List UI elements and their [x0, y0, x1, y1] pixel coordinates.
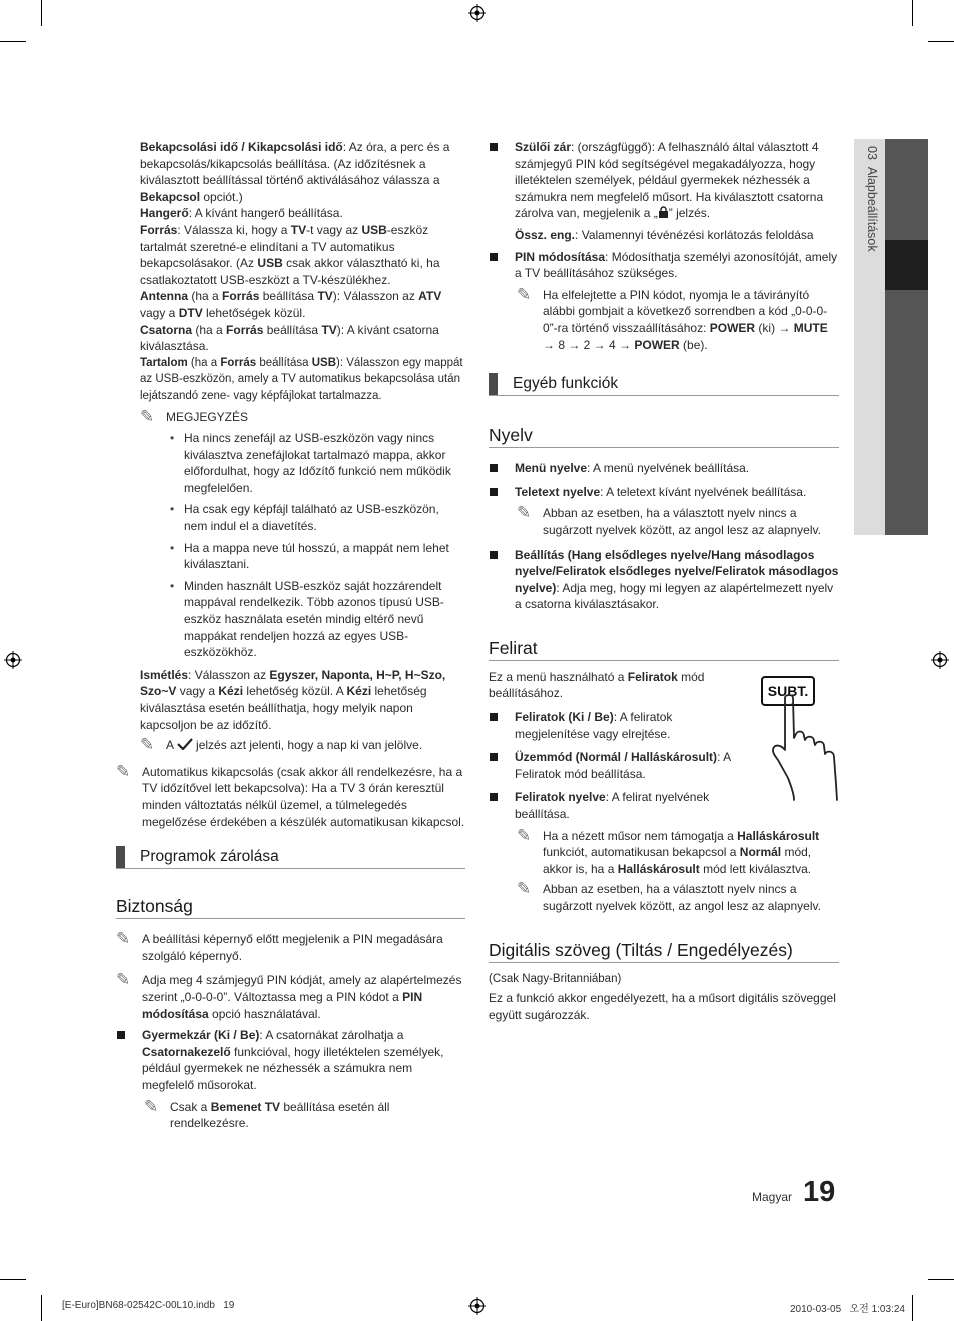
list-item: • Ha csak egy képfájl található az USB-eszközön, nem indul el a diavetítés.: [166, 501, 465, 534]
pencil-icon: ✎: [140, 735, 155, 756]
left-column: [116, 139, 465, 1136]
pencil-icon: ✎: [116, 970, 131, 991]
pencil-icon: ✎: [140, 406, 155, 427]
print-slug-file: [E-Euro]BN68-02542C-00L10.indb 19: [62, 1300, 235, 1311]
footer-language: Magyar: [752, 1190, 793, 1204]
list-item: Feliratok (Ki / Be): A feliratok megjelenítése vagy elrejtése.: [489, 709, 739, 742]
list-item: • Minden használt USB-eszköz saját hozzárendelt mappával rendelkezik. Több azonos típusú USB-eszköz használata esetén mindig eltérő nevű mappákat rendeljen hozzá az egyes USB-eszközökhöz.: [166, 578, 465, 661]
section-heading: Biztonság: [116, 895, 465, 919]
pencil-icon: ✎: [116, 761, 131, 782]
section-subheading: Egyéb funkciók: [489, 373, 839, 396]
repeat-text: Ismétlés: Válasszon az Egyszer, Naponta, H~P, H~Szo, Szo~V vagy a Kézi lehetőség közül. A Kézi lehetőség kiválasztása esetén beállíthatja, hogy melyik napon kapcsoljon be az időzítő.: [140, 667, 446, 732]
uk-only-text: (Csak Nagy-Britanniában): [489, 972, 622, 985]
timer-onoff-text: Bekapcsolási idő / Kikapcsolási idő: Az óra, a perc és a bekapcsolás/kikapcsolás beállítása. (Az időzítésnek a kiválasztott beállítással történő aktiválásához válassza a Bekapcsol opciót.): [140, 140, 450, 204]
list-item: Beállítás (Hang elsődleges nyelve/Hang másodlagos nyelve/Feliratok elsődleges nyelve/Feliratok másodlagos nyelve): Adja meg, hogy mi legyen az alapértelmezett nyelv a csatorna kiválasztásakor.: [489, 547, 839, 613]
list-item: • Ha a mappa neve túl hosszú, a mappát nem lehet kiválasztani.: [166, 540, 465, 573]
contents-text: Tartalom (ha a Forrás beállítása USB): Válasszon egy mappát az USB-eszközön, amely a TV automatikus bekapcsolása után lejátszandó zene- vagy képfájlokat tartalmazza.: [140, 356, 463, 402]
crop-mark: [928, 41, 954, 42]
crop-mark: [41, 0, 42, 26]
pencil-icon: ✎: [144, 1096, 159, 1117]
crop-mark: [0, 1279, 26, 1280]
list-item: Üzemmód (Normál / Halláskárosult): A Feliratok mód beállítása.: [489, 749, 739, 782]
print-slug-datetime: 2010-03-05 오전 1:03:24: [790, 1304, 905, 1315]
list-item: Gyermekzár (Ki / Be): A csatornákat zárolhatja a Csatornakezelő funkcióval, hogy illetéktelen személyek, például gyermekek ne nézhessék a számukra nem megfelelő műsorokat.: [116, 1027, 465, 1093]
note-bullet-list: [166, 430, 465, 661]
list-item: Teletext nyelve: A teletext kívánt nyelvének beállítása.: [489, 484, 839, 501]
crop-mark: [41, 1295, 42, 1321]
section-heading: Felirat: [489, 637, 839, 661]
chapter-tab-label: 03 Alapbeállítások: [865, 146, 879, 252]
registration-mark-icon: [4, 651, 22, 669]
chapter-tab-marker: [885, 240, 928, 290]
note-block: ✎ MEGJEGYZÉS: [140, 406, 249, 427]
subtitle-section-body: [489, 669, 739, 823]
note-block: ✎ A beállítási képernyő előtt megjelenik a PIN megadására szolgáló képernyő.: [116, 929, 443, 963]
checkmark-icon: [177, 738, 193, 750]
note-block: ✎ Automatikus kikapcsolás (csak akkor áll rendelkezésre, ha a TV időzítővel lett bekapcsolva): Ha a TV 3 órán keresztül minden változtatás nélkül üzemel, a túlmelegedés megelőzése érdekében a készülék automatikusan kikapcsol.: [116, 761, 465, 829]
source-text: Forrás: Válassza ki, hogy a TV-t vagy az USB-eszköz tartalmát szeretné-e elindítani a TV automatikus bekapcsolásakor. (Az USB csak akkor választható ki, ha csatlakoztatott USB-eszközt a TV-készülékhez.: [140, 222, 440, 287]
lock-icon: [658, 206, 669, 218]
allow-all-text: Össz. eng.: Valamennyi tévénézési korlátozás feloldása: [515, 227, 814, 242]
note-block: ✎ Abban az esetben, ha a választott nyelv nincs a sugárzott nyelvek között, az angol lesz az alapnyelv.: [517, 503, 821, 537]
crop-mark: [912, 0, 913, 26]
registration-mark-icon: [931, 651, 949, 669]
note-block: ✎ Ha elfelejtette a PIN kódot, nyomja le a távirányító alábbi gombjait a következő sorrendben a kód „0-0-0-0”-ra történő visszaállításához: POWER (ki) → MUTE → 8 → 2 → 4 → POWER (be).: [517, 284, 828, 352]
pencil-icon: ✎: [517, 879, 532, 900]
note-block: ✎ A jelzés azt jelenti, hogy a nap ki van jelölve.: [140, 735, 423, 756]
note-block: ✎ Adja meg 4 számjegyű PIN kódját, amely az alapértelmezés szerint „0-0-0-0”. Változtassa meg a PIN kódot a PIN módosítása opció használatával.: [116, 970, 462, 1021]
digital-text-description: Ez a funkció akkor engedélyezett, ha a műsort digitális szöveggel együtt sugározzák.: [489, 991, 836, 1022]
subtitle-intro-text: Ez a menü használható a Feliratok mód beállításához.: [489, 669, 705, 701]
section-subheading: Programok zárolása: [116, 846, 465, 869]
note-block: ✎ Ha a nézett műsor nem támogatja a Halláskárosult funkciót, automatikusan bekapcsol a Normál mód, akkor is, ha a Halláskárosult mód lett kiválasztva.: [517, 825, 820, 876]
crop-mark: [912, 1295, 913, 1321]
list-item: • Ha nincs zenefájl az USB-eszközön vagy nincs kiválasztva zenefájlokat tartalmazó mappa, akkor előfordulhat, hogy az Időzítő funkció nem működik megfelelően.: [166, 430, 465, 496]
list-item: Menü nyelve: A menü nyelvének beállítása.: [489, 460, 839, 477]
volume-text: Hangerő: A kívánt hangerő beállítása.: [140, 206, 343, 221]
page-number: 19: [803, 1176, 836, 1208]
section-heading: Nyelv: [489, 424, 839, 448]
right-column: [489, 139, 839, 1023]
pointing-hand-icon: [770, 694, 842, 802]
list-item: PIN módosítása: Módosíthatja személyi azonosítóját, amely a TV beállításához szükséges.: [489, 249, 839, 282]
pencil-icon: ✎: [517, 503, 532, 524]
antenna-text: Antenna (ha a Forrás beállítása TV): Válasszon az ATV vagy a DTV lehetőségek közül.: [140, 289, 442, 320]
channel-text: Csatorna (ha a Forrás beállítása TV): A kívánt csatorna kiválasztása.: [140, 322, 439, 354]
pencil-icon: ✎: [517, 284, 532, 305]
note-block: ✎ Csak a Bemenet TV beállítása esetén áll rendelkezésre.: [144, 1096, 390, 1131]
registration-mark-icon: [468, 4, 486, 22]
crop-mark: [928, 1279, 954, 1280]
note-block: ✎ Abban az esetben, ha a választott nyelv nincs a sugárzott nyelvek között, az angol lesz az alapnyelv.: [517, 879, 821, 913]
section-heading: Digitális szöveg (Tiltás / Engedélyezés): [489, 939, 839, 963]
pencil-icon: ✎: [517, 825, 532, 846]
pencil-icon: ✎: [116, 929, 131, 950]
subt-button-illustration: SUBT.: [761, 676, 815, 706]
list-item: Szülői zár: (országfüggő): A felhasználó által választott 4 számjegyű PIN kód segítségével megakadályozza, hogy illetéktelen személyek, például gyermekek nézhessék a számukra nem megfelelő műsort. Ha kiválasztott csatorna zárolva van, megjelenik a „ ” jelzés.: [489, 139, 839, 222]
registration-mark-icon: [468, 1297, 486, 1315]
chapter-tab-dark: [885, 139, 928, 535]
list-item: Feliratok nyelve: A felirat nyelvének beállítása.: [489, 789, 739, 822]
crop-mark: [0, 41, 26, 42]
